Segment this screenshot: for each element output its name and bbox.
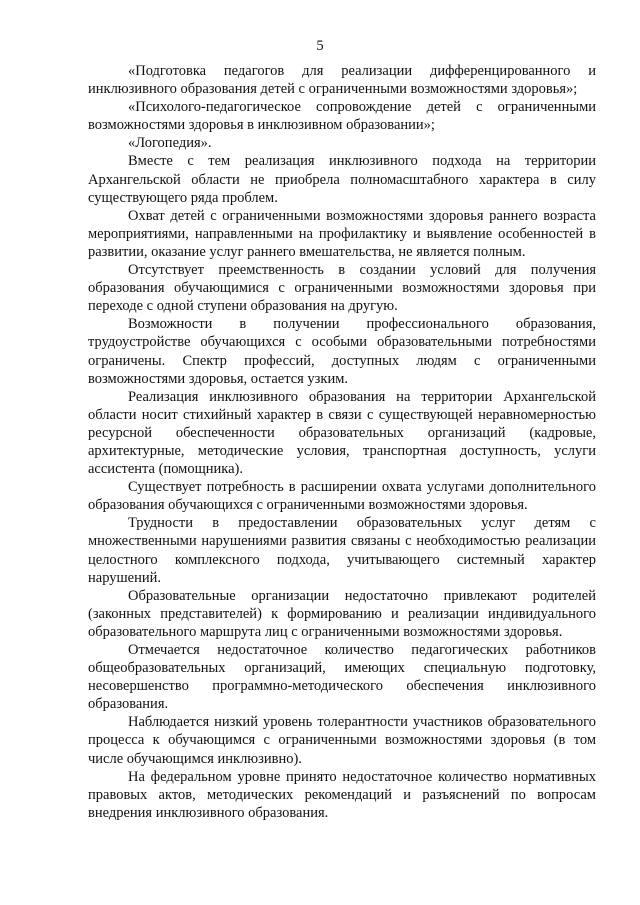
paragraph: Вместе с тем реализация инклюзивного подхода на территории Архангельской области не приобрела полномасштабного характера в силу существующего ряда проблем. xyxy=(88,153,596,206)
paragraph: Трудности в предоставлении образовательных услуг детям с множественными нарушениями развития связаны с необходимостью реализации целостного комплексного подхода, учитывающего системный характер нарушений. xyxy=(88,515,596,586)
paragraph: «Психолого-педагогическое сопровождение детей с ограниченными возможностями здоровья в инклюзивном образовании»; xyxy=(88,99,596,134)
paragraph: Реализация инклюзивного образования на территории Архангельской области носит стихийный характер в связи с существующей неравномерностью ресурсной обеспеченности образовательных организаций (кадровые, архитектурные, методические условия, транспортная доступность, услуги ассистента (помощника). xyxy=(88,388,596,478)
page-number: 5 xyxy=(316,38,324,54)
paragraph: Возможности в получении профессионального образования, трудоустройстве обучающихся с особыми образовательными потребностями ограничены. Спектр профессий, доступных людям с ограниченными возможностями здоровья, остается узким. xyxy=(88,316,596,387)
paragraph: Отмечается недостаточное количество педагогических работников общеобразовательных организаций, имеющих специальную подготовку, несовершенство программно-методического обеспечения инклюзивного образования. xyxy=(88,642,596,713)
paragraph: Образовательные организации недостаточно привлекают родителей (законных представителей) к формированию и реализации индивидуального образовательного маршрута лиц с ограниченными возможностями здоровья. xyxy=(88,587,596,640)
paragraph: Наблюдается низкий уровень толерантности участников образовательного процесса к обучающимся с ограниченными возможностями здоровья (в том числе обучающимся инклюзивно). xyxy=(88,714,596,767)
paragraph: Существует потребность в расширении охвата услугами дополнительного образования обучающихся с ограниченными возможностями здоровья. xyxy=(88,479,596,514)
paragraph: «Подготовка педагогов для реализации дифференцированного и инклюзивного образования детей с ограниченными возможностями здоровья»; xyxy=(88,63,596,98)
paragraph: На федеральном уровне принято недостаточное количество нормативных правовых актов, методических рекомендаций и разъяснений по вопросам внедрения инклюзивного образования. xyxy=(88,768,596,821)
document-body xyxy=(88,62,596,822)
paragraph: Охват детей с ограниченными возможностями здоровья раннего возраста мероприятиями, направленными на профилактику и выявление особенностей в развитии, оказание услуг раннего вмешательства, не является полным. xyxy=(88,207,596,260)
paragraph: Отсутствует преемственность в создании условий для получения образования обучающимися с ограниченными возможностями здоровья при переходе с одной ступени образования на другую. xyxy=(88,262,596,315)
paragraph: «Логопедия». xyxy=(128,135,212,152)
